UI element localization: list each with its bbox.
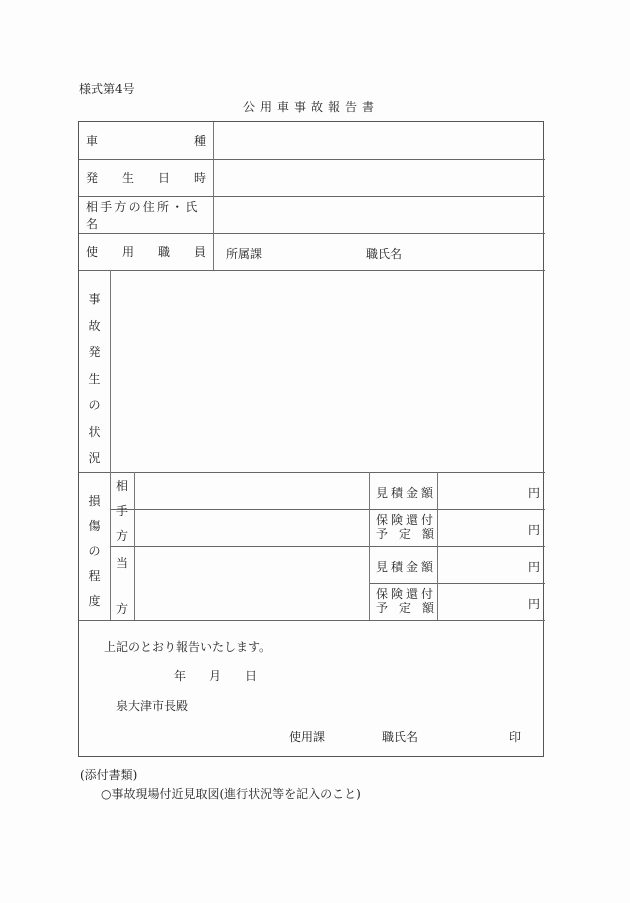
own-insurance-yen: 円 bbox=[528, 597, 541, 611]
counterparty-field[interactable] bbox=[214, 196, 544, 233]
document-title: 公用車事故報告書 bbox=[243, 100, 380, 114]
label-damage-extent: 損 傷 の 程 度 bbox=[88, 494, 101, 608]
date-month-label: 月 bbox=[209, 669, 222, 683]
label-counterparty: 相手方の住所・氏名 bbox=[86, 199, 200, 231]
label-accident-situation: 事 故 発 生 の 状 況 bbox=[88, 292, 101, 465]
partner-estimate-yen: 円 bbox=[528, 486, 541, 500]
row-divider bbox=[79, 620, 545, 621]
date-year-label: 年 bbox=[174, 669, 187, 683]
occurrence-datetime-field[interactable] bbox=[214, 159, 544, 196]
label-vehicle-type: 車 種 bbox=[86, 134, 206, 148]
own-insurance-label: 保険還付 予定額 bbox=[376, 587, 446, 615]
label-occurrence-datetime: 発 生 日 時 bbox=[86, 171, 206, 185]
declaration-statement: 上記のとおり報告いたします。 bbox=[104, 640, 272, 654]
own-insurance-field[interactable] bbox=[438, 584, 524, 620]
label-user-staff: 使 用 職 員 bbox=[86, 245, 206, 259]
using-dept-label: 使用課 bbox=[289, 730, 326, 744]
declarant-name-label: 職氏名 bbox=[382, 730, 419, 744]
seal-mark: 印 bbox=[509, 730, 522, 744]
partner-insurance-field[interactable] bbox=[438, 510, 524, 546]
own-damage-field[interactable] bbox=[135, 547, 368, 620]
attachments-heading: (添付書類) bbox=[80, 768, 138, 782]
label-own-2: 方 bbox=[116, 602, 129, 616]
partner-insurance-label: 保険還付 予定額 bbox=[376, 513, 446, 541]
date-day-label: 日 bbox=[245, 669, 258, 683]
label-own-1: 当 bbox=[116, 556, 129, 570]
partner-estimate-label: 見積金額 bbox=[376, 486, 437, 500]
accident-situation-field[interactable] bbox=[111, 271, 544, 471]
partner-insurance-yen: 円 bbox=[528, 523, 541, 537]
report-table bbox=[78, 121, 544, 757]
own-estimate-field[interactable] bbox=[438, 547, 524, 583]
label-partner: 相 手 方 bbox=[115, 479, 128, 543]
department-label: 所属課 bbox=[226, 247, 263, 261]
partner-estimate-field[interactable] bbox=[438, 473, 524, 509]
col-divider bbox=[369, 472, 370, 620]
form-number: 様式第4号 bbox=[79, 82, 135, 96]
own-estimate-label: 見積金額 bbox=[376, 560, 437, 574]
partner-damage-field[interactable] bbox=[135, 473, 368, 546]
addressee: 泉大津市長殿 bbox=[116, 699, 189, 713]
attachment-item: ○事故現場付近見取図(進行状況等を記入のこと) bbox=[101, 787, 361, 801]
vehicle-type-field[interactable] bbox=[214, 122, 544, 159]
staff-name-label: 職氏名 bbox=[366, 247, 403, 261]
own-estimate-yen: 円 bbox=[528, 560, 541, 574]
